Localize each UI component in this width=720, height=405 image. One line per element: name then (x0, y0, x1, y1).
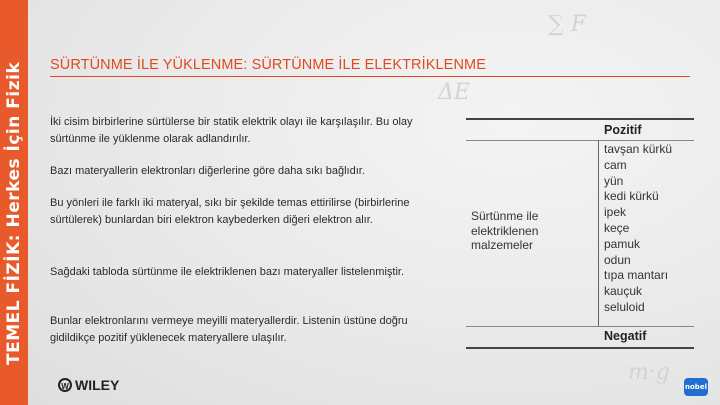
slide-heading: SÜRTÜNME İLE YÜKLENME: SÜRTÜNME İLE ELEKTRİKLENME (50, 57, 486, 73)
table-bottom-rule (466, 347, 694, 349)
list-item: tavşan kürkü (604, 142, 673, 156)
background-formula: m·g (628, 360, 670, 385)
background-formula: ∑ F (548, 12, 586, 37)
paragraph: Bazı materyallerin elektronları diğerlerine göre daha sıkı bağlıdır. (50, 165, 365, 177)
table-header-negative: Negatif (604, 329, 647, 343)
triboelectric-table (466, 118, 694, 350)
heading-underline (50, 76, 690, 77)
list-item: kauçuk (604, 284, 643, 299)
list-item: ipek (604, 205, 627, 220)
list-item: yün (604, 173, 624, 188)
list-item: keçe (604, 220, 630, 235)
sidebar-band (0, 0, 28, 405)
list-item: pamuk (604, 236, 641, 251)
paragraph: Sağdaki tabloda sürtünme ile elektriklenen bazı materyaller listelenmiştir. (50, 266, 405, 278)
table-top-rule (466, 118, 694, 120)
background-formula: ΔE (438, 80, 470, 105)
sidebar-title: TEMEL FİZİK: Herkes İçin Fizik (4, 61, 24, 365)
list-item: cam (604, 157, 627, 172)
table-column-divider (598, 140, 599, 327)
paragraph: Bunlar elektronlarını vermeye meyilli materyallerdir. Listenin üstüne doğru gidildikçe pozitif yüklenecek materyallere ulaşılır. (50, 315, 408, 344)
table-row-label: Sürtünme ile elektriklenen malzemeler (471, 209, 539, 252)
materials-list (604, 142, 672, 316)
table-header-positive: Pozitif (604, 123, 642, 137)
list-item: tıpa mantarı (604, 268, 669, 283)
nobel-logo: nobel (684, 378, 708, 396)
wiley-mark-icon: W (58, 378, 72, 392)
wiley-wordmark: WILEY (75, 377, 120, 393)
list-item: odun (604, 252, 631, 267)
list-item: seluloid (604, 299, 645, 314)
wiley-logo (58, 377, 119, 393)
table-footer-rule (466, 326, 694, 327)
paragraph: İki cisim birbirlerine sürtülerse bir statik elektrik olayı ile karşılaşılır. Bu olay sürtünme ile yüklenme olarak adlandırılır. (50, 116, 413, 145)
table-header-rule (466, 140, 694, 141)
list-item: kedi kürkü (604, 189, 659, 204)
paragraph: Bu yönleri ile farklı iki materyal, sıkı bir şekilde temas ettirilirse (birbirlerine sürtülerek) bunlardan biri elektron kaybederken diğeri elektron alır. (50, 197, 410, 226)
